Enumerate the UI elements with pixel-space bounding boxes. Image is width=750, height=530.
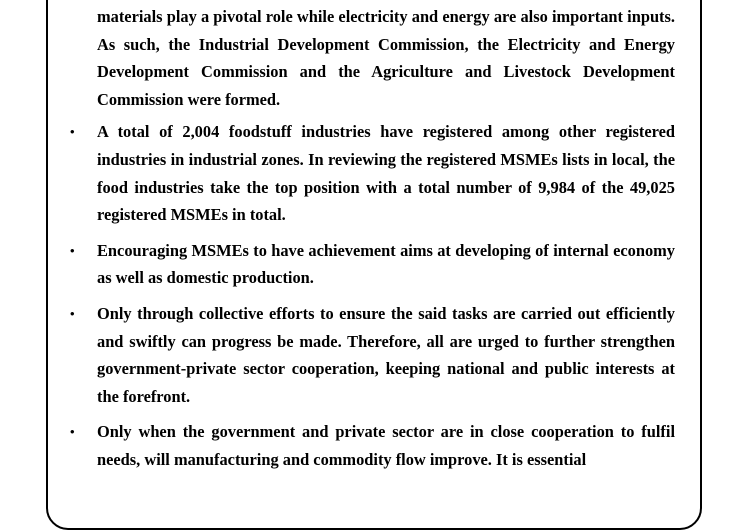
bullet-icon: •: [70, 424, 75, 440]
bullet-icon: •: [70, 305, 75, 321]
bullet-item-foodstuff-industries: [70, 118, 675, 228]
bullet-item-collective-efforts: [70, 300, 675, 410]
bullet-text: Only when the government and private sector are in close cooperation to fulfil needs, will manufacturing and commodity flow improve. It is essential: [97, 422, 675, 469]
bullet-icon: •: [70, 242, 75, 258]
document-body: [70, 3, 675, 482]
bullet-icon: •: [70, 124, 75, 140]
bullet-item-encouraging-msmes: [70, 237, 675, 292]
bullet-item-close-cooperation: [70, 418, 675, 473]
bullet-text: A total of 2,004 foodstuff industries have registered among other registered industries in industrial zones. In reviewing the registered MSMEs lists in local, the food industries take the top position with a total number of 9,984 of the 49,025 registered MSMEs in total.: [97, 122, 675, 225]
bullet-list: [70, 118, 675, 473]
bullet-text: Encouraging MSMEs to have achievement aims at developing of internal economy as well as domestic production.: [97, 240, 675, 288]
intro-paragraph: materials play a pivotal role while electricity and energy are also important inputs. As such, the Industrial Development Commission, the Electricity and Energy Development Commission and the Agriculture and Livestock Development Commission were formed.: [97, 7, 675, 109]
bullet-text: Only through collective efforts to ensure the said tasks are carried out efficiently and swiftly can progress be made. Therefore, all are urged to further strengthen government-private sector cooperation, keeping national and public interests at the forefront.: [97, 303, 675, 406]
